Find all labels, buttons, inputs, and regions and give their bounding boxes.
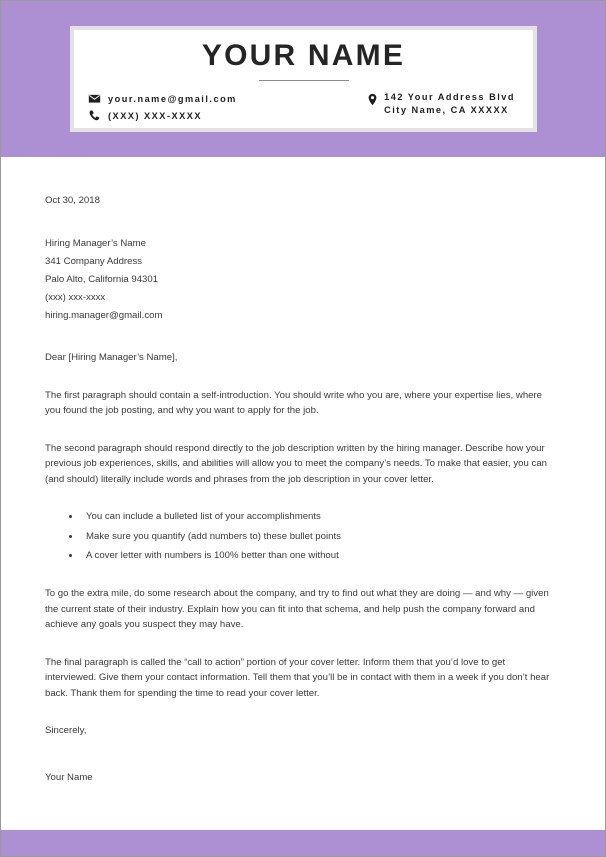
email-line[interactable] bbox=[88, 92, 237, 105]
header-band bbox=[1, 1, 605, 157]
recipient-address-block bbox=[45, 236, 557, 324]
recipient-email: hiring.manager@gmail.com bbox=[45, 309, 163, 321]
recipient-city: Palo Alto, California 94301 bbox=[45, 273, 159, 285]
map-pin-icon bbox=[366, 93, 379, 106]
address-line-1: 142 Your Address Blvd bbox=[384, 92, 515, 102]
phone-line[interactable] bbox=[88, 109, 237, 122]
contact-left-column bbox=[88, 92, 237, 122]
recipient-phone: (xxx) xxx-xxxx bbox=[45, 291, 106, 303]
header-card bbox=[70, 26, 537, 132]
address-lines bbox=[384, 92, 515, 115]
list-item: • You can include a bulleted list of your accomplishments bbox=[81, 509, 557, 525]
contact-right-column bbox=[366, 92, 515, 122]
signature-name: Your Name bbox=[45, 771, 93, 783]
contact-row bbox=[74, 92, 533, 122]
paragraph-4: The final paragraph is called the “call to action” portion of your cover letter. Inform them that you’d love to get interviewed. Give them your contact information. Tell them that you’ll be in contact with them in a week if you don’t hear back. Thank them for spending the time to read your cover letter. bbox=[45, 656, 550, 699]
email-text: your.name@gmail.com bbox=[108, 93, 237, 104]
paragraph-1: The first paragraph should contain a self-introduction. You should write who you are, where your expertise lies, where you found the job posting, and why you want to apply for the job. bbox=[45, 389, 543, 417]
letter-date: Oct 30, 2018 bbox=[45, 195, 100, 206]
salutation: Dear [Hiring Manager’s Name], bbox=[45, 352, 178, 364]
accomplishments-list bbox=[45, 509, 557, 564]
paragraph-2: The second paragraph should respond directly to the job description written by the hiring manager. Describe how your previous job experiences, skills, and abilities will allow you to meet the company’s needs. To make that easier, you can (and should) literally include words and phrases from the job description in your cover letter. bbox=[45, 442, 547, 485]
page-title: YOUR NAME bbox=[201, 39, 406, 72]
list-item: • Make sure you quantify (add numbers to) these bullet points bbox=[81, 529, 557, 545]
footer-band bbox=[1, 830, 605, 856]
address-block[interactable] bbox=[366, 92, 515, 115]
address-line-2: City Name, CA XXXXX bbox=[384, 105, 509, 115]
letter-body bbox=[45, 193, 557, 785]
list-item: • A cover letter with numbers is 100% better than one without bbox=[81, 548, 557, 564]
closing: Sincerely, bbox=[45, 725, 87, 737]
envelope-icon bbox=[88, 92, 101, 105]
recipient-name: Hiring Manager’s Name bbox=[45, 237, 146, 249]
recipient-street: 341 Company Address bbox=[45, 255, 143, 267]
paragraph-3: To go the extra mile, do some research about the company, and try to find out what they are doing — and why — given the current state of their industry. Explain how you can fit into that schema, and help push the company forward and achieve any goals you suspect they may have. bbox=[45, 587, 549, 631]
phone-icon bbox=[88, 109, 101, 122]
phone-text: (XXX) XXX-XXXX bbox=[108, 110, 203, 121]
title-divider bbox=[259, 80, 349, 81]
